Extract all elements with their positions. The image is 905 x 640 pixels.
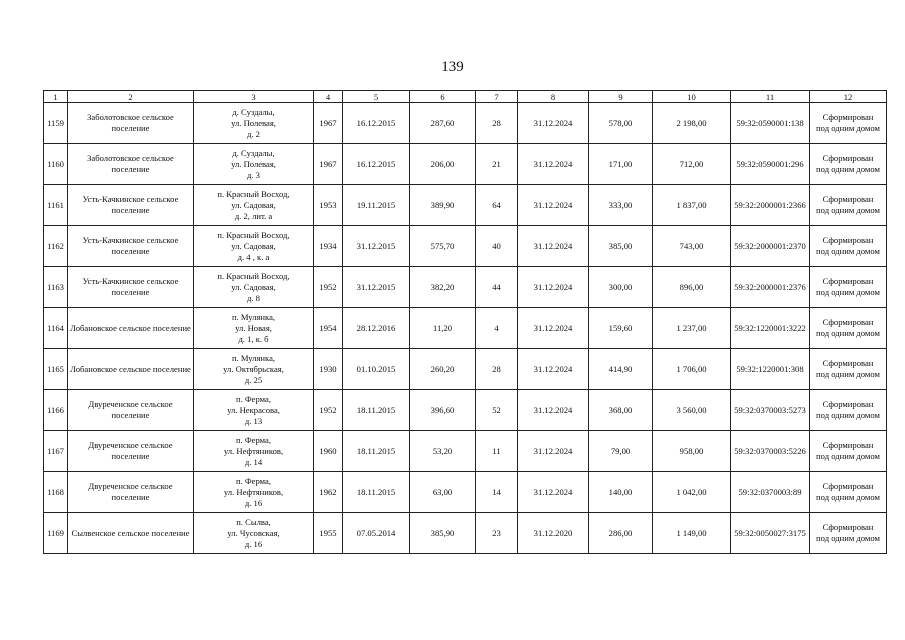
status-line-2: под одним домом bbox=[816, 287, 880, 297]
inspection-date: 31.12.2015 bbox=[343, 226, 410, 267]
address-line-2: ул. Октябрьская, bbox=[223, 363, 284, 374]
cadastral-number: 59:32:2000001:2370 bbox=[731, 226, 810, 267]
address-line-3: д. 16 bbox=[244, 497, 263, 508]
page-number: 139 bbox=[441, 59, 464, 75]
column-header-8: 8 bbox=[518, 91, 589, 103]
table-row bbox=[44, 226, 887, 267]
residents-count: 4 bbox=[476, 308, 518, 349]
deadline-date: 31.12.2024 bbox=[518, 308, 589, 349]
residents-count: 52 bbox=[476, 390, 518, 431]
address-line-2: ул. Полевая, bbox=[231, 158, 276, 169]
status-cell bbox=[810, 103, 887, 144]
address-line-2: ул. Полевая, bbox=[231, 117, 276, 128]
value-col-9: 79,00 bbox=[589, 431, 653, 472]
residents-count: 28 bbox=[476, 349, 518, 390]
value-col-9: 333,00 bbox=[589, 185, 653, 226]
address-line-3: д. 2 bbox=[247, 128, 260, 139]
address-line-1: п. Красный Восход, bbox=[217, 188, 290, 199]
row-number: 1162 bbox=[44, 226, 68, 267]
residents-count: 64 bbox=[476, 185, 518, 226]
value-col-9: 171,00 bbox=[589, 144, 653, 185]
table-row bbox=[44, 144, 887, 185]
value-col-9: 414,90 bbox=[589, 349, 653, 390]
build-year: 1952 bbox=[314, 390, 343, 431]
status-cell bbox=[810, 267, 887, 308]
column-header-1: 1 bbox=[44, 91, 68, 103]
address-cell bbox=[194, 431, 314, 472]
value-col-9: 300,00 bbox=[589, 267, 653, 308]
settlement-name: Лобановское сельское поселение bbox=[68, 349, 194, 390]
settlement-name: Лобановское сельское поселение bbox=[68, 308, 194, 349]
settlement-name: Двуреченское сельское поселение bbox=[68, 390, 194, 431]
row-number: 1165 bbox=[44, 349, 68, 390]
settlement-name: Усть-Качкинское сельское поселение bbox=[68, 226, 194, 267]
residents-count: 14 bbox=[476, 472, 518, 513]
value-col-10: 2 198,00 bbox=[653, 103, 731, 144]
column-header-7: 7 bbox=[476, 91, 518, 103]
deadline-date: 31.12.2024 bbox=[518, 390, 589, 431]
status-cell bbox=[810, 144, 887, 185]
value-col-9: 286,00 bbox=[589, 513, 653, 554]
address-line-2: ул. Садовая, bbox=[231, 199, 276, 210]
value-col-10: 896,00 bbox=[653, 267, 731, 308]
address-cell bbox=[194, 185, 314, 226]
deadline-date: 31.12.2024 bbox=[518, 349, 589, 390]
area-value: 11,20 bbox=[410, 308, 476, 349]
column-header-3: 3 bbox=[194, 91, 314, 103]
column-header-2: 2 bbox=[68, 91, 194, 103]
build-year: 1954 bbox=[314, 308, 343, 349]
row-number: 1169 bbox=[44, 513, 68, 554]
value-col-9: 385,00 bbox=[589, 226, 653, 267]
build-year: 1953 bbox=[314, 185, 343, 226]
residents-count: 40 bbox=[476, 226, 518, 267]
table-row bbox=[44, 185, 887, 226]
status-line-2: под одним домом bbox=[816, 164, 880, 174]
address-line-1: п. Красный Восход, bbox=[217, 229, 290, 240]
status-cell bbox=[810, 308, 887, 349]
status-line-2: под одним домом bbox=[816, 123, 880, 133]
inspection-date: 19.11.2015 bbox=[343, 185, 410, 226]
area-value: 575,70 bbox=[410, 226, 476, 267]
value-col-10: 1 149,00 bbox=[653, 513, 731, 554]
status-line-2: под одним домом bbox=[816, 492, 880, 502]
status-cell bbox=[810, 431, 887, 472]
inspection-date: 18.11.2015 bbox=[343, 390, 410, 431]
residents-count: 11 bbox=[476, 431, 518, 472]
settlement-name: Сылвенское сельское поселение bbox=[68, 513, 194, 554]
area-value: 396,60 bbox=[410, 390, 476, 431]
status-line-1: Сформирован bbox=[822, 112, 874, 122]
inspection-date: 18.11.2015 bbox=[343, 431, 410, 472]
address-line-2: ул. Садовая, bbox=[231, 281, 276, 292]
address-line-2: ул. Новая, bbox=[235, 322, 272, 333]
residents-count: 21 bbox=[476, 144, 518, 185]
table-row bbox=[44, 308, 887, 349]
deadline-date: 31.12.2024 bbox=[518, 226, 589, 267]
area-value: 389,90 bbox=[410, 185, 476, 226]
build-year: 1955 bbox=[314, 513, 343, 554]
column-header-5: 5 bbox=[343, 91, 410, 103]
row-number: 1164 bbox=[44, 308, 68, 349]
address-cell bbox=[194, 226, 314, 267]
deadline-date: 31.12.2024 bbox=[518, 185, 589, 226]
address-cell bbox=[194, 267, 314, 308]
build-year: 1934 bbox=[314, 226, 343, 267]
cadastral-number: 59:32:0590001:138 bbox=[731, 103, 810, 144]
value-col-10: 1 706,00 bbox=[653, 349, 731, 390]
column-header-9: 9 bbox=[589, 91, 653, 103]
area-value: 382,20 bbox=[410, 267, 476, 308]
address-line-1: д. Суздалы, bbox=[232, 106, 275, 117]
address-line-2: ул. Нефтяников, bbox=[223, 445, 284, 456]
status-line-2: под одним домом bbox=[816, 246, 880, 256]
address-line-1: п. Ферма, bbox=[235, 393, 271, 404]
row-number: 1166 bbox=[44, 390, 68, 431]
inspection-date: 18.11.2015 bbox=[343, 472, 410, 513]
cadastral-number: 59:32:0370003:5226 bbox=[731, 431, 810, 472]
deadline-date: 31.12.2024 bbox=[518, 144, 589, 185]
address-line-3: д. 2, лит. а bbox=[234, 210, 273, 221]
status-line-1: Сформирован bbox=[822, 235, 874, 245]
deadline-date: 31.12.2020 bbox=[518, 513, 589, 554]
status-cell bbox=[810, 472, 887, 513]
inspection-date: 16.12.2015 bbox=[343, 103, 410, 144]
address-line-3: д. 4 , к. а bbox=[237, 251, 270, 262]
address-line-3: д. 16 bbox=[244, 538, 263, 549]
cadastral-number: 59:32:2000001:2366 bbox=[731, 185, 810, 226]
table-row bbox=[44, 431, 887, 472]
build-year: 1952 bbox=[314, 267, 343, 308]
address-line-1: п. Ферма, bbox=[235, 434, 271, 445]
build-year: 1962 bbox=[314, 472, 343, 513]
value-col-10: 743,00 bbox=[653, 226, 731, 267]
row-number: 1159 bbox=[44, 103, 68, 144]
address-cell bbox=[194, 103, 314, 144]
inspection-date: 16.12.2015 bbox=[343, 144, 410, 185]
address-line-1: д. Суздалы, bbox=[232, 147, 275, 158]
inspection-date: 07.05.2014 bbox=[343, 513, 410, 554]
value-col-10: 1 042,00 bbox=[653, 472, 731, 513]
value-col-10: 1 837,00 bbox=[653, 185, 731, 226]
area-value: 287,60 bbox=[410, 103, 476, 144]
status-line-1: Сформирован bbox=[822, 399, 874, 409]
settlement-name: Заболотовское сельское поселение bbox=[68, 103, 194, 144]
address-line-1: п. Сылва, bbox=[236, 516, 271, 527]
column-header-4: 4 bbox=[314, 91, 343, 103]
address-line-1: п. Мулянка, bbox=[231, 352, 276, 363]
table-row bbox=[44, 349, 887, 390]
status-cell bbox=[810, 349, 887, 390]
address-line-3: д. 1, к. б bbox=[238, 333, 269, 344]
value-col-10: 712,00 bbox=[653, 144, 731, 185]
settlement-name: Двуреченское сельское поселение bbox=[68, 472, 194, 513]
column-header-11: 11 bbox=[731, 91, 810, 103]
status-line-1: Сформирован bbox=[822, 317, 874, 327]
area-value: 206,00 bbox=[410, 144, 476, 185]
row-number: 1160 bbox=[44, 144, 68, 185]
value-col-9: 140,00 bbox=[589, 472, 653, 513]
status-line-1: Сформирован bbox=[822, 440, 874, 450]
address-cell bbox=[194, 308, 314, 349]
table-header-row bbox=[44, 91, 887, 103]
status-cell bbox=[810, 226, 887, 267]
area-value: 385,90 bbox=[410, 513, 476, 554]
status-line-1: Сформирован bbox=[822, 153, 874, 163]
cadastral-number: 59:32:0370003:89 bbox=[731, 472, 810, 513]
address-line-1: п. Красный Восход, bbox=[217, 270, 290, 281]
address-cell bbox=[194, 513, 314, 554]
cadastral-number: 59:32:1220001:3222 bbox=[731, 308, 810, 349]
address-line-2: ул. Чусовская, bbox=[227, 527, 280, 538]
address-cell bbox=[194, 349, 314, 390]
value-col-9: 159,60 bbox=[589, 308, 653, 349]
deadline-date: 31.12.2024 bbox=[518, 267, 589, 308]
row-number: 1163 bbox=[44, 267, 68, 308]
address-cell bbox=[194, 472, 314, 513]
settlement-name: Заболотовское сельское поселение bbox=[68, 144, 194, 185]
address-line-3: д. 3 bbox=[247, 169, 260, 180]
status-cell bbox=[810, 185, 887, 226]
housing-registry-table bbox=[43, 90, 887, 554]
table-row bbox=[44, 267, 887, 308]
cadastral-number: 59:32:0590001:296 bbox=[731, 144, 810, 185]
status-line-2: под одним домом bbox=[816, 451, 880, 461]
cadastral-number: 59:32:0050027:3175 bbox=[731, 513, 810, 554]
residents-count: 28 bbox=[476, 103, 518, 144]
status-line-1: Сформирован bbox=[822, 358, 874, 368]
area-value: 53,20 bbox=[410, 431, 476, 472]
value-col-10: 1 237,00 bbox=[653, 308, 731, 349]
address-line-3: д. 14 bbox=[244, 456, 263, 467]
deadline-date: 31.12.2024 bbox=[518, 472, 589, 513]
inspection-date: 31.12.2015 bbox=[343, 267, 410, 308]
status-line-1: Сформирован bbox=[822, 481, 874, 491]
address-line-2: ул. Нефтяников, bbox=[223, 486, 284, 497]
inspection-date: 01.10.2015 bbox=[343, 349, 410, 390]
column-header-12: 12 bbox=[810, 91, 887, 103]
address-line-3: д. 13 bbox=[244, 415, 263, 426]
address-line-3: д. 25 bbox=[244, 374, 263, 385]
status-line-2: под одним домом bbox=[816, 410, 880, 420]
status-line-1: Сформирован bbox=[822, 522, 874, 532]
row-number: 1168 bbox=[44, 472, 68, 513]
status-cell bbox=[810, 513, 887, 554]
address-line-1: п. Ферма, bbox=[235, 475, 271, 486]
row-number: 1167 bbox=[44, 431, 68, 472]
area-value: 260,20 bbox=[410, 349, 476, 390]
value-col-10: 958,00 bbox=[653, 431, 731, 472]
column-header-6: 6 bbox=[410, 91, 476, 103]
deadline-date: 31.12.2024 bbox=[518, 431, 589, 472]
inspection-date: 28.12.2016 bbox=[343, 308, 410, 349]
cadastral-number: 59:32:0370003:5273 bbox=[731, 390, 810, 431]
address-line-1: п. Мулянка, bbox=[231, 311, 276, 322]
address-line-2: ул. Садовая, bbox=[231, 240, 276, 251]
status-line-1: Сформирован bbox=[822, 276, 874, 286]
table-row bbox=[44, 390, 887, 431]
value-col-10: 3 560,00 bbox=[653, 390, 731, 431]
value-col-9: 578,00 bbox=[589, 103, 653, 144]
status-line-1: Сформирован bbox=[822, 194, 874, 204]
build-year: 1960 bbox=[314, 431, 343, 472]
settlement-name: Усть-Качкинское сельское поселение bbox=[68, 267, 194, 308]
status-line-2: под одним домом bbox=[816, 328, 880, 338]
row-number: 1161 bbox=[44, 185, 68, 226]
table-row bbox=[44, 472, 887, 513]
build-year: 1967 bbox=[314, 144, 343, 185]
residents-count: 23 bbox=[476, 513, 518, 554]
column-header-10: 10 bbox=[653, 91, 731, 103]
status-line-2: под одним домом bbox=[816, 205, 880, 215]
address-line-3: д. 8 bbox=[247, 292, 260, 303]
deadline-date: 31.12.2024 bbox=[518, 103, 589, 144]
cadastral-number: 59:32:1220001:308 bbox=[731, 349, 810, 390]
address-cell bbox=[194, 144, 314, 185]
address-cell bbox=[194, 390, 314, 431]
settlement-name: Двуреченское сельское поселение bbox=[68, 431, 194, 472]
build-year: 1930 bbox=[314, 349, 343, 390]
area-value: 63,00 bbox=[410, 472, 476, 513]
build-year: 1967 bbox=[314, 103, 343, 144]
table-row bbox=[44, 103, 887, 144]
settlement-name: Усть-Качкинское сельское поселение bbox=[68, 185, 194, 226]
cadastral-number: 59:32:2000001:2376 bbox=[731, 267, 810, 308]
status-line-2: под одним домом bbox=[816, 533, 880, 543]
value-col-9: 368,00 bbox=[589, 390, 653, 431]
residents-count: 44 bbox=[476, 267, 518, 308]
table-row bbox=[44, 513, 887, 554]
status-cell bbox=[810, 390, 887, 431]
status-line-2: под одним домом bbox=[816, 369, 880, 379]
address-line-2: ул. Некрасова, bbox=[227, 404, 280, 415]
